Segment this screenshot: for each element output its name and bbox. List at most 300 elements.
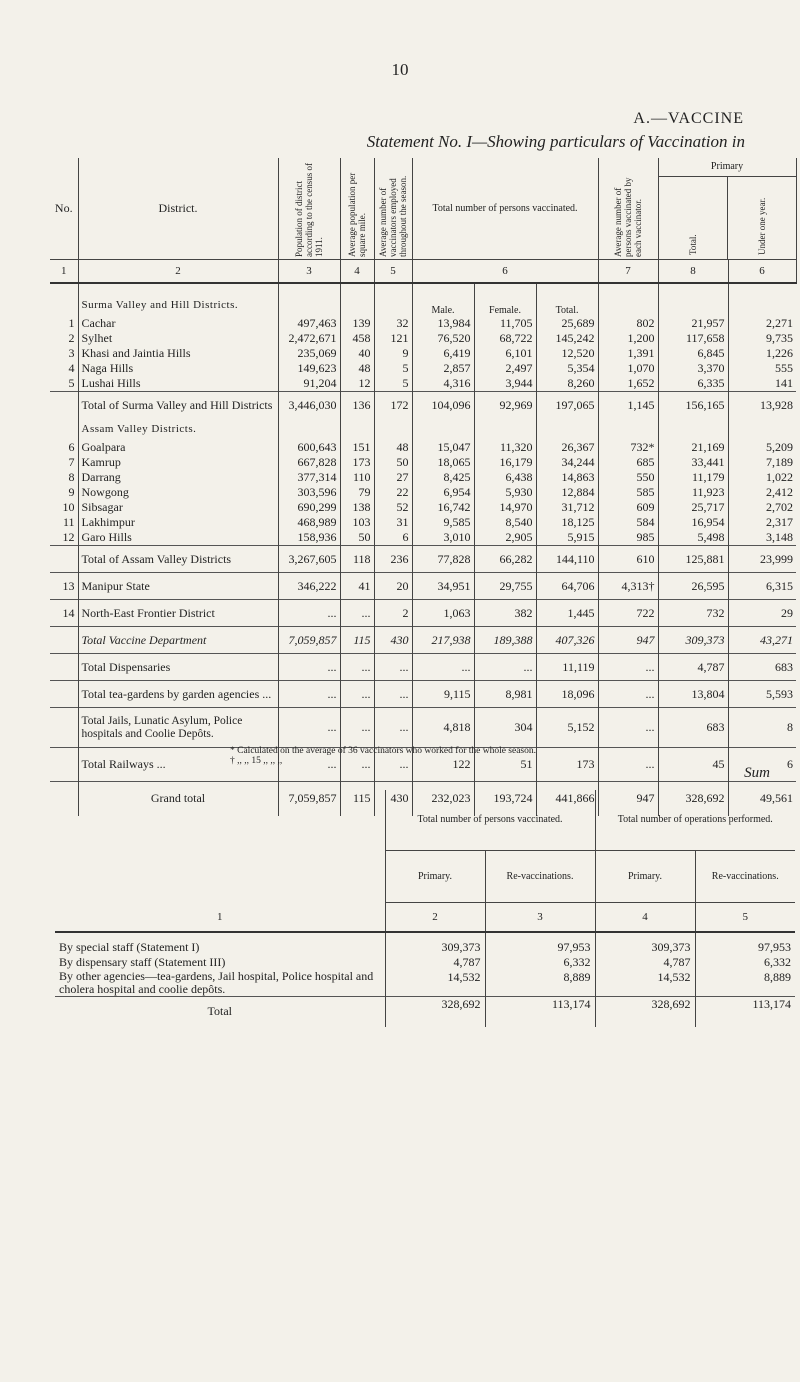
cell-vacc: 430	[374, 782, 412, 816]
header-density: Average population per square mile.	[347, 172, 367, 257]
col-num: 8	[658, 260, 728, 284]
table-row	[50, 376, 796, 392]
row-label: Grand total	[78, 782, 278, 816]
cell-vacc: 5	[374, 376, 412, 392]
cell-vacc: 236	[374, 546, 412, 573]
cell-pop: 346,222	[278, 573, 340, 600]
table-header-row	[50, 158, 796, 260]
cell-c2: 4,787	[385, 955, 485, 970]
row-number: 7	[50, 455, 78, 470]
cell-under: 43,271	[728, 627, 796, 654]
row-label: Sylhet	[78, 331, 278, 346]
cell-total: 12,520	[536, 346, 598, 361]
cell-c5: 8,889	[764, 970, 791, 984]
column-number-row	[50, 260, 796, 284]
cell-female: 5,930	[474, 485, 536, 500]
cell-density: 458	[340, 331, 374, 346]
row-number	[50, 748, 78, 782]
cell-pop: 303,596	[278, 485, 340, 500]
row-label: Total tea-gardens by garden agencies ...	[78, 681, 278, 708]
row-northeast	[50, 600, 796, 627]
header-no: No.	[50, 158, 78, 260]
cell-ptotal: 156,165	[658, 392, 728, 419]
cell-vacc: 2	[374, 600, 412, 627]
row-label: Lushai Hills	[78, 376, 278, 392]
footnote-star: * Calculated on the average of 36 vaccinators who worked for the whole season.	[230, 746, 537, 756]
cell-pop: 497,463	[278, 316, 340, 331]
col-num: 5	[374, 260, 412, 284]
table-row	[50, 485, 796, 500]
cell-avg: 609	[598, 500, 658, 515]
cell-female: 189,388	[474, 627, 536, 654]
cell-density: ...	[340, 748, 374, 782]
cell-pop: 3,267,605	[278, 546, 340, 573]
header-total-vaccinated: Total number of persons vaccinated.	[412, 158, 598, 260]
row-number: 5	[50, 376, 78, 392]
row-label: Sibsagar	[78, 500, 278, 515]
cell-male: 4,818	[412, 708, 474, 748]
header-avg-per-vaccinator: Average number of persons vaccinated by each vaccinator.	[613, 177, 644, 257]
cell-total: 25,689	[536, 316, 598, 331]
cell-density: 50	[340, 530, 374, 546]
statement-subtitle: Statement No. I—Showing particulars of Vaccination in	[366, 132, 745, 151]
cell-avg: 1,145	[598, 392, 658, 419]
subhead-primary: Primary.	[385, 850, 485, 902]
cell-male: 2,857	[412, 361, 474, 376]
col-num: 2	[78, 260, 278, 284]
cell-vacc: 52	[374, 500, 412, 515]
table-row	[50, 500, 796, 515]
cell-density: 103	[340, 515, 374, 530]
cell-total: 34,244	[536, 455, 598, 470]
cell-ptotal: 11,923	[658, 485, 728, 500]
cell-total: 18,096	[536, 681, 598, 708]
row-label: By dispensary staff (Statement III)	[55, 955, 385, 970]
cell-density: 12	[340, 376, 374, 392]
row-label: Naga Hills	[78, 361, 278, 376]
section-heading-surma: Surma Valley and Hill Districts.	[78, 294, 278, 316]
cell-ptotal: 125,881	[658, 546, 728, 573]
cell-pop: ...	[278, 681, 340, 708]
cell-pop: 235,069	[278, 346, 340, 361]
cell-under: 141	[775, 376, 794, 390]
cell-ptotal: 45	[658, 748, 728, 782]
cell-avg: 1,652	[598, 376, 658, 392]
cell-under: 3,148	[766, 530, 794, 544]
header-primary-under-one: Under one year.	[756, 197, 767, 255]
col-num: 1	[50, 260, 78, 284]
cell-density: 115	[340, 782, 374, 816]
cell-c5: 113,174	[695, 997, 795, 1027]
table-row	[50, 316, 796, 331]
cell-avg: ...	[598, 748, 658, 782]
cell-total: 8,260	[536, 376, 598, 392]
cell-avg: 947	[598, 627, 658, 654]
cell-vacc: ...	[374, 708, 412, 748]
cell-total: 31,712	[536, 500, 598, 515]
row-number: 8	[50, 470, 78, 485]
row-number: 9	[50, 485, 78, 500]
cell-density: 151	[340, 440, 374, 455]
subhead-female: Female.	[474, 283, 536, 316]
row-label: Total of Surma Valley and Hill Districts	[78, 392, 278, 419]
row-number	[50, 654, 78, 681]
cell-under: 2,702	[766, 500, 794, 514]
row-label: Total Vaccine Department	[78, 627, 278, 654]
cell-density: 138	[340, 500, 374, 515]
cell-under: 8	[728, 708, 796, 748]
cell-vacc: ...	[374, 681, 412, 708]
cell-pop: 7,059,857	[278, 627, 340, 654]
row-label: Kamrup	[78, 455, 278, 470]
cell-c2: 14,532	[385, 970, 485, 997]
row-number	[50, 681, 78, 708]
cell-avg: ...	[598, 654, 658, 681]
cell-vacc: 20	[374, 573, 412, 600]
table-row	[50, 331, 796, 346]
row-number: 4	[50, 361, 78, 376]
table-row	[50, 361, 796, 376]
cell-total: 441,866	[536, 782, 598, 816]
cell-total: 144,110	[536, 546, 598, 573]
column-number-row	[55, 902, 795, 932]
cell-under: 49,561	[728, 782, 796, 816]
col-num: 5	[695, 902, 795, 932]
row-label: Total Railways ...	[78, 748, 278, 782]
row-number: 6	[50, 440, 78, 455]
col-num: 6	[728, 260, 796, 284]
cell-female: 66,282	[474, 546, 536, 573]
cell-c2: 309,373	[385, 940, 485, 955]
summary-row	[55, 970, 795, 997]
summary-label: Sum	[744, 765, 770, 781]
cell-c4: 309,373	[595, 940, 695, 955]
cell-ptotal: 309,373	[658, 627, 728, 654]
row-teagardens	[50, 681, 796, 708]
cell-total: 18,125	[536, 515, 598, 530]
cell-pop: 149,623	[278, 361, 340, 376]
row-number: 2	[50, 331, 78, 346]
cell-avg: 722	[598, 600, 658, 627]
row-label: Khasi and Jaintia Hills	[78, 346, 278, 361]
table-row	[50, 530, 796, 546]
header-primary-group	[658, 158, 796, 260]
cell-ptotal: 328,692	[658, 782, 728, 816]
table-row	[50, 515, 796, 530]
cell-under: 683	[728, 654, 796, 681]
cell-density: 139	[340, 316, 374, 331]
row-label: By other agencies—tea-gardens, Jail hospital, Police hospital and cholera hospital and coolie depôts.	[55, 970, 385, 997]
cell-ptotal: 732	[658, 600, 728, 627]
cell-male: 18,065	[412, 455, 474, 470]
cell-pop: 7,059,857	[278, 782, 340, 816]
cell-density: 115	[340, 627, 374, 654]
cell-pop: 2,472,671	[278, 331, 340, 346]
cell-density: 118	[340, 546, 374, 573]
cell-male: 76,520	[412, 331, 474, 346]
row-label: Lakhimpur	[78, 515, 278, 530]
cell-male: 3,010	[412, 530, 474, 546]
header-primary: Primary	[659, 158, 796, 177]
cell-vacc: 27	[374, 470, 412, 485]
cell-c2: 328,692	[385, 997, 485, 1027]
row-label: Total Dispensaries	[78, 654, 278, 681]
row-number	[50, 546, 78, 573]
row-number: 10	[50, 500, 78, 515]
cell-vacc: 121	[374, 331, 412, 346]
row-number: 1	[50, 316, 78, 331]
cell-vacc: 48	[374, 440, 412, 455]
cell-vacc: 32	[374, 316, 412, 331]
cell-c3: 113,174	[485, 997, 595, 1027]
row-label: Total of Assam Valley Districts	[78, 546, 278, 573]
cell-female: 92,969	[474, 392, 536, 419]
cell-total: 26,367	[536, 440, 598, 455]
subhead-revaccinations: Re-vaccinations.	[485, 850, 595, 902]
cell-avg: 985	[598, 530, 658, 546]
cell-ptotal: 6,335	[658, 376, 728, 392]
cell-ptotal: 21,169	[658, 440, 728, 455]
cell-density: ...	[340, 708, 374, 748]
row-label: Nowgong	[78, 485, 278, 500]
col-num: 7	[598, 260, 658, 284]
cell-density: 110	[340, 470, 374, 485]
cell-total: 5,915	[536, 530, 598, 546]
cell-female: 8,540	[474, 515, 536, 530]
cell-male: 1,063	[412, 600, 474, 627]
summary-row	[55, 955, 795, 970]
cell-avg: ...	[598, 681, 658, 708]
cell-avg: 947	[598, 782, 658, 816]
page-number: 10	[391, 60, 409, 79]
row-number: 13	[50, 573, 78, 600]
cell-density: 48	[340, 361, 374, 376]
row-label: Goalpara	[78, 440, 278, 455]
cell-avg: 610	[598, 546, 658, 573]
total-row-assam	[50, 546, 796, 573]
section-title: A.—VACCINE	[633, 110, 744, 127]
cell-vacc: ...	[374, 654, 412, 681]
cell-density: 173	[340, 455, 374, 470]
row-label: North-East Frontier District	[78, 600, 278, 627]
cell-c5: 6,332	[764, 955, 791, 969]
cell-c4: 4,787	[595, 955, 695, 970]
cell-female: 3,944	[474, 376, 536, 392]
cell-male: 9,585	[412, 515, 474, 530]
cell-male: 34,951	[412, 573, 474, 600]
cell-female: 193,724	[474, 782, 536, 816]
row-label: Darrang	[78, 470, 278, 485]
summary-row	[55, 940, 795, 955]
cell-male: 13,984	[412, 316, 474, 331]
cell-avg: 550	[598, 470, 658, 485]
cell-ptotal: 5,498	[658, 530, 728, 546]
cell-avg: 1,070	[598, 361, 658, 376]
cell-female: 304	[474, 708, 536, 748]
cell-pop: 468,989	[278, 515, 340, 530]
total-row-department	[50, 627, 796, 654]
cell-male: 4,316	[412, 376, 474, 392]
cell-density: ...	[340, 654, 374, 681]
col-num: 4	[340, 260, 374, 284]
cell-total: 64,706	[536, 573, 598, 600]
cell-total: 5,152	[536, 708, 598, 748]
table-row	[50, 470, 796, 485]
summary-total-row	[55, 997, 795, 1027]
cell-male: 122	[412, 748, 474, 782]
header-district: District.	[78, 158, 278, 260]
cell-under: 13,928	[728, 392, 796, 419]
cell-male: 77,828	[412, 546, 474, 573]
cell-male: ...	[412, 654, 474, 681]
cell-avg: 1,391	[598, 346, 658, 361]
cell-ptotal: 4,787	[658, 654, 728, 681]
row-label: Manipur State	[78, 573, 278, 600]
cell-female: 6,101	[474, 346, 536, 361]
cell-female: 382	[474, 600, 536, 627]
cell-avg: 585	[598, 485, 658, 500]
section-heading-assam: Assam Valley Districts.	[78, 418, 278, 440]
cell-vacc: 5	[374, 361, 412, 376]
cell-total: 14,863	[536, 470, 598, 485]
cell-c4: 328,692	[595, 997, 695, 1027]
cell-ptotal: 25,717	[658, 500, 728, 515]
header-primary-total: Total.	[687, 234, 698, 255]
table-row	[50, 346, 796, 361]
cell-under: 5,593	[728, 681, 796, 708]
cell-female: 51	[474, 748, 536, 782]
cell-avg: 802	[598, 316, 658, 331]
cell-female: 68,722	[474, 331, 536, 346]
cell-under: 2,317	[766, 515, 794, 529]
cell-female: 16,179	[474, 455, 536, 470]
cell-vacc: 31	[374, 515, 412, 530]
cell-vacc: ...	[374, 748, 412, 782]
col-num: 2	[385, 902, 485, 932]
cell-male: 9,115	[412, 681, 474, 708]
cell-female: 2,905	[474, 530, 536, 546]
total-row-surma	[50, 392, 796, 419]
col-num: 6	[412, 260, 598, 284]
cell-ptotal: 33,441	[658, 455, 728, 470]
cell-under: 23,999	[728, 546, 796, 573]
cell-avg: 1,200	[598, 331, 658, 346]
cell-density: 41	[340, 573, 374, 600]
col-num: 3	[278, 260, 340, 284]
cell-total: 5,354	[536, 361, 598, 376]
col-num: 3	[485, 902, 595, 932]
cell-under: 6	[728, 748, 796, 782]
cell-total: 1,445	[536, 600, 598, 627]
cell-under: 2,412	[766, 485, 794, 499]
cell-density: 79	[340, 485, 374, 500]
cell-under: 5,209	[766, 440, 794, 454]
row-number: 11	[50, 515, 78, 530]
col-num: 4	[595, 902, 695, 932]
cell-c4: 14,532	[595, 970, 695, 997]
cell-ptotal: 117,658	[658, 331, 728, 346]
cell-under: 555	[775, 361, 794, 375]
cell-c3: 6,332	[485, 955, 595, 970]
row-label: Total	[55, 997, 385, 1027]
cell-avg: 4,313†	[598, 573, 658, 600]
cell-female: 6,438	[474, 470, 536, 485]
cell-female: 11,320	[474, 440, 536, 455]
cell-vacc: 172	[374, 392, 412, 419]
cell-under: 29	[728, 600, 796, 627]
cell-total: 407,326	[536, 627, 598, 654]
cell-c3: 97,953	[485, 940, 595, 955]
cell-male: 6,419	[412, 346, 474, 361]
cell-total: 11,119	[536, 654, 598, 681]
cell-pop: 600,643	[278, 440, 340, 455]
cell-pop: ...	[278, 600, 340, 627]
cell-ptotal: 13,804	[658, 681, 728, 708]
vaccination-statement-table	[50, 158, 797, 816]
cell-avg: 732*	[598, 440, 658, 455]
row-number	[50, 392, 78, 419]
cell-pop: 667,828	[278, 455, 340, 470]
cell-female: 11,705	[474, 316, 536, 331]
cell-under: 7,189	[766, 455, 794, 469]
col-num: 1	[55, 902, 385, 932]
cell-ptotal: 11,179	[658, 470, 728, 485]
cell-c3: 8,889	[485, 970, 595, 997]
cell-ptotal: 16,954	[658, 515, 728, 530]
row-label: Cachar	[78, 316, 278, 331]
cell-male: 8,425	[412, 470, 474, 485]
table-row	[50, 455, 796, 470]
cell-total: 145,242	[536, 331, 598, 346]
cell-ptotal: 21,957	[658, 316, 728, 331]
cell-male: 232,023	[412, 782, 474, 816]
cell-total: 197,065	[536, 392, 598, 419]
cell-avg: 685	[598, 455, 658, 470]
row-number	[50, 627, 78, 654]
head-operations: Total number of operations performed.	[595, 790, 795, 850]
cell-female: 2,497	[474, 361, 536, 376]
subhead-total: Total.	[536, 283, 598, 316]
cell-pop: 3,446,030	[278, 392, 340, 419]
header-vaccinators: Average number of vaccinators employed throughout the season.	[378, 175, 408, 257]
cell-avg: ...	[598, 708, 658, 748]
row-number: 12	[50, 530, 78, 546]
cell-under: 1,022	[766, 470, 794, 484]
summary-table	[55, 790, 795, 1027]
cell-female: 8,981	[474, 681, 536, 708]
row-number: 14	[50, 600, 78, 627]
cell-pop: ...	[278, 654, 340, 681]
row-label: By special staff (Statement I)	[55, 940, 385, 955]
cell-pop: 91,204	[278, 376, 340, 392]
cell-under: 2,271	[766, 316, 794, 330]
cell-vacc: 9	[374, 346, 412, 361]
cell-male: 104,096	[412, 392, 474, 419]
row-number: 3	[50, 346, 78, 361]
footnote-dagger: † ,, ,, 15 ,, ,, ,,	[230, 756, 283, 766]
cell-density: 40	[340, 346, 374, 361]
cell-vacc: 430	[374, 627, 412, 654]
cell-under: 9,735	[766, 331, 794, 345]
cell-pop: ...	[278, 708, 340, 748]
cell-male: 15,047	[412, 440, 474, 455]
cell-density: 136	[340, 392, 374, 419]
cell-female: 29,755	[474, 573, 536, 600]
cell-pop: ...	[278, 748, 340, 782]
cell-total: 173	[536, 748, 598, 782]
cell-female: ...	[474, 654, 536, 681]
row-manipur	[50, 573, 796, 600]
